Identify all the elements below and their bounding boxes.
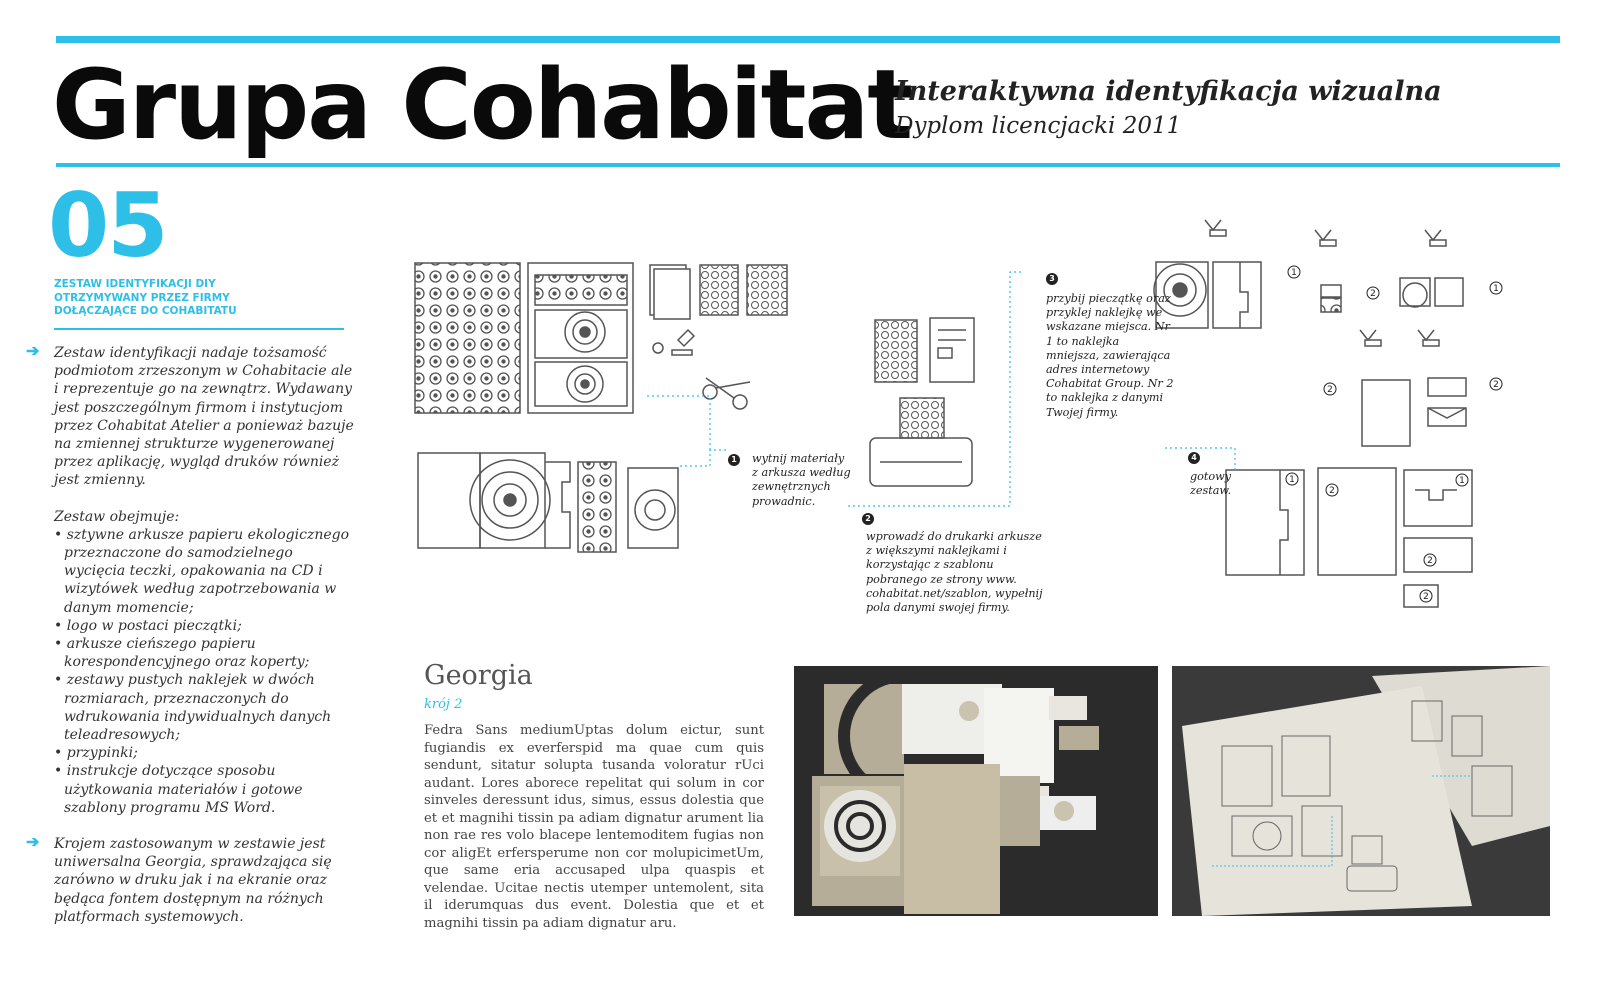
header-rule — [56, 163, 1560, 167]
stationery-photo — [794, 666, 1158, 916]
list-item: • sztywne arkusze papieru ekologicznego przeznaczone do samodzielnego wycięcia teczki, opakowania na CD i wizytówek według zapotrzebowania w danym momencie; — [54, 526, 350, 616]
font-sample-text: Fedra Sans mediumUptas dolum eictur, sunt fugiandis ex everferspid ma quae cum quis sendunt, sitatur solupta tusanda voloratur rUci audant. Lores aborece repelitat qui solum in cor sinveles deressunt idus, simus, essus dolestia que et et magnihi tissin pa adiam dignatur arument lia non rae res volo blacepe lentemoditem fugias non cor aligEt erfersperume non cor molupicimetUm, que same eria accusaped ulpa quaspis et velendae. Ucitae nectis utemper untemolent, sita il iderumquas dus event. Dolestia que et et magnihi tissin pa adiam dignatur aru. — [424, 723, 764, 931]
top-rule — [56, 36, 1560, 43]
callout-label: 1 — [1289, 475, 1295, 485]
step-3-text: przybij pieczątkę oraz przyklej naklejkę we wskazane miejsca. Nr 1 to naklejka mniejsza, zawierająca adres internetowy Cohabitat Group. Nr 2 to naklejka z danymi Twojej firmy. — [1046, 292, 1174, 419]
callout-label: 1 — [1493, 284, 1499, 294]
step-2-text: wprowadź do drukarki arkusze z większymi naklejkami i korzystając z szablonu pobranego ze strony www. cohabitat.net/szablon, wypełnij pola danymi swojej firmy. — [866, 530, 1043, 615]
callout-label: 2 — [1493, 380, 1499, 390]
list-item: • instrukcje dotyczące sposobu użytkowania materiałów i gotowe szablony programu MS Word. — [54, 763, 303, 816]
page-title: Grupa Cohabitat — [52, 49, 912, 161]
callout-label: 2 — [1370, 289, 1376, 299]
callout-labels — [1289, 268, 1499, 602]
arrow-right-icon: ➔ — [26, 341, 40, 360]
project-subtitle: Interaktywna identyfikacja wizualna — [895, 76, 1442, 107]
list-item: • przypinki; — [54, 745, 138, 762]
font-name: Georgia — [424, 660, 533, 691]
callout-label: 2 — [1427, 556, 1433, 566]
step-number: 1 — [728, 454, 740, 466]
step-number: 2 — [862, 513, 874, 525]
intro-paragraph: ➔ Zestaw identyfikacji nadaje tożsamość podmiotom zrzeszonym w Cohabitacie ale i reprezentuje go na zewnątrz. Wydawany jest poszczególnym firmom i instytucjom przez Cohabitat Atelier a ponieważ bazuje na zmiennej strukturze wygenerowanej przez aplikację, wygląd druków również jest zmienny. — [26, 341, 354, 489]
callout-label: 2 — [1327, 385, 1333, 395]
section-title: ZESTAW IDENTYFIKACJI DIY OTRZYMYWANY PRZEZ FIRMY DOŁĄCZAJĄCE DO COHABITATU — [54, 278, 237, 317]
list-item: • logo w postaci pieczątki; — [54, 617, 242, 634]
instructions-photo — [1172, 666, 1550, 916]
step-number: 4 — [1188, 452, 1200, 464]
callout-label: 1 — [1291, 268, 1297, 278]
arrow-right-icon: ➔ — [26, 832, 40, 852]
callout-label: 2 — [1423, 592, 1429, 602]
step-1-text: wytnij materiały z arkusza według zewnętrznych prowadnic. — [752, 452, 851, 508]
instructions-illustration — [1172, 666, 1550, 916]
list-item: • zestawy pustych naklejek w dwóch rozmiarach, przeznaczonych do wdrukowania indywidualnych danych teleadresowych; — [54, 672, 332, 744]
list-heading: Zestaw obejmuje: — [54, 508, 180, 525]
step-number: 3 — [1046, 273, 1058, 285]
font-label: krój 2 — [424, 697, 463, 712]
left-column — [26, 341, 354, 926]
project-year: Dyplom licencjacki 2011 — [895, 113, 1182, 139]
callout-label: 1 — [1459, 476, 1465, 486]
callout-label: 2 — [1329, 486, 1335, 496]
stationery-illustration — [794, 666, 1158, 916]
font-note: ➔ Krojem zastosowanym w zestawie jest uniwersalna Georgia, sprawdzająca się zarówno w druku jak i na ekranie oraz będąca fontem dostępnym na różnych platformach systemowych. — [26, 832, 332, 925]
section-rule — [54, 328, 344, 330]
step-4-text: gotowy zestaw. — [1190, 470, 1232, 498]
section-number: 05 — [48, 174, 167, 277]
list-item: • arkusze cieńszego papieru korespondencyjnego oraz koperty; — [54, 636, 310, 671]
